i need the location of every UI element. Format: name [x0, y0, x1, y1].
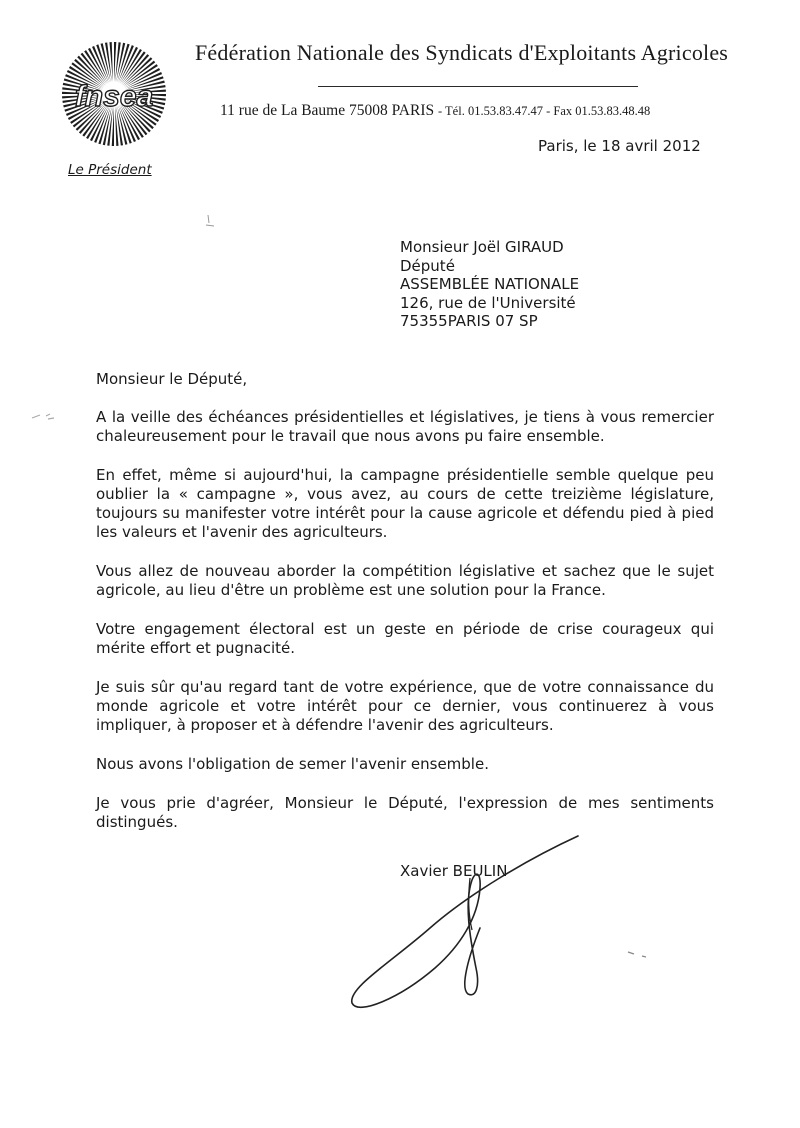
signer-name: Xavier BEULIN — [400, 862, 508, 880]
logo-ray — [114, 42, 116, 82]
letter-body — [96, 408, 714, 852]
body-paragraph: Je vous prie d'agréer, Monsieur le Député, l'expression de mes sentiments distingués. — [96, 794, 714, 831]
scan-speck — [626, 948, 654, 960]
body-paragraph: Votre engagement électoral est un geste en période de crise courageux qui mérite effort et pugnacité. — [96, 620, 714, 657]
organization-name: Fédération Nationale des Syndicats d'Exploitants Agricoles — [195, 40, 729, 65]
logo-wordmark: fnsea — [74, 80, 154, 113]
recipient-block — [400, 238, 579, 331]
body-paragraph: Vous allez de nouveau aborder la compétition législative et sachez que le sujet agricole, au lieu d'être un problème est une solution pour la France. — [96, 562, 714, 599]
handwritten-signature — [330, 818, 620, 1018]
header-divider — [318, 86, 638, 87]
contact-numbers: - Tél. 01.53.83.47.47 - Fax 01.53.83.48.48 — [437, 104, 651, 118]
body-paragraph: Je suis sûr qu'au regard tant de votre expérience, que de votre connaissance du monde agricole et votre intérêt pour ce dernier, vous continuerez à vous impliquer, à proposer et à défendre l'avenir des agriculteurs. — [96, 678, 714, 734]
letter-date: Paris, le 18 avril 2012 — [538, 137, 701, 155]
body-paragraph: En effet, même si aujourd'hui, la campagne présidentielle semble quelque peu oublier la « campagne », vous avez, au cours de cette treizième législature, toujours su manifester votre intérêt pour la cause agricole et défendu pied à pied les valeurs et l'avenir des agriculteurs. — [96, 466, 714, 541]
recipient-line: Député — [400, 256, 455, 275]
sender-role: Le Président — [68, 162, 152, 178]
body-paragraph: Nous avons l'obligation de semer l'avenir ensemble. — [96, 755, 489, 773]
fnsea-logo — [60, 40, 168, 148]
salutation: Monsieur le Député, — [96, 370, 248, 388]
recipient-line: Monsieur Joël GIRAUD — [400, 238, 564, 256]
scan-speck — [200, 213, 220, 231]
recipient-line: 75355PARIS 07 SP — [400, 312, 538, 330]
recipient-line: 126, rue de l'Université — [400, 293, 576, 312]
body-paragraph: A la veille des échéances présidentielles et législatives, je tiens à vous remercier chaleureusement pour le travail que nous avons pu faire ensemble. — [96, 408, 714, 445]
logo-ray — [109, 42, 112, 82]
street-address: 11 rue de La Baume 75008 PARIS — [220, 102, 435, 119]
organization-address — [220, 102, 780, 120]
recipient-line: ASSEMBLÉE NATIONALE — [400, 275, 580, 293]
scan-speck — [30, 410, 58, 422]
